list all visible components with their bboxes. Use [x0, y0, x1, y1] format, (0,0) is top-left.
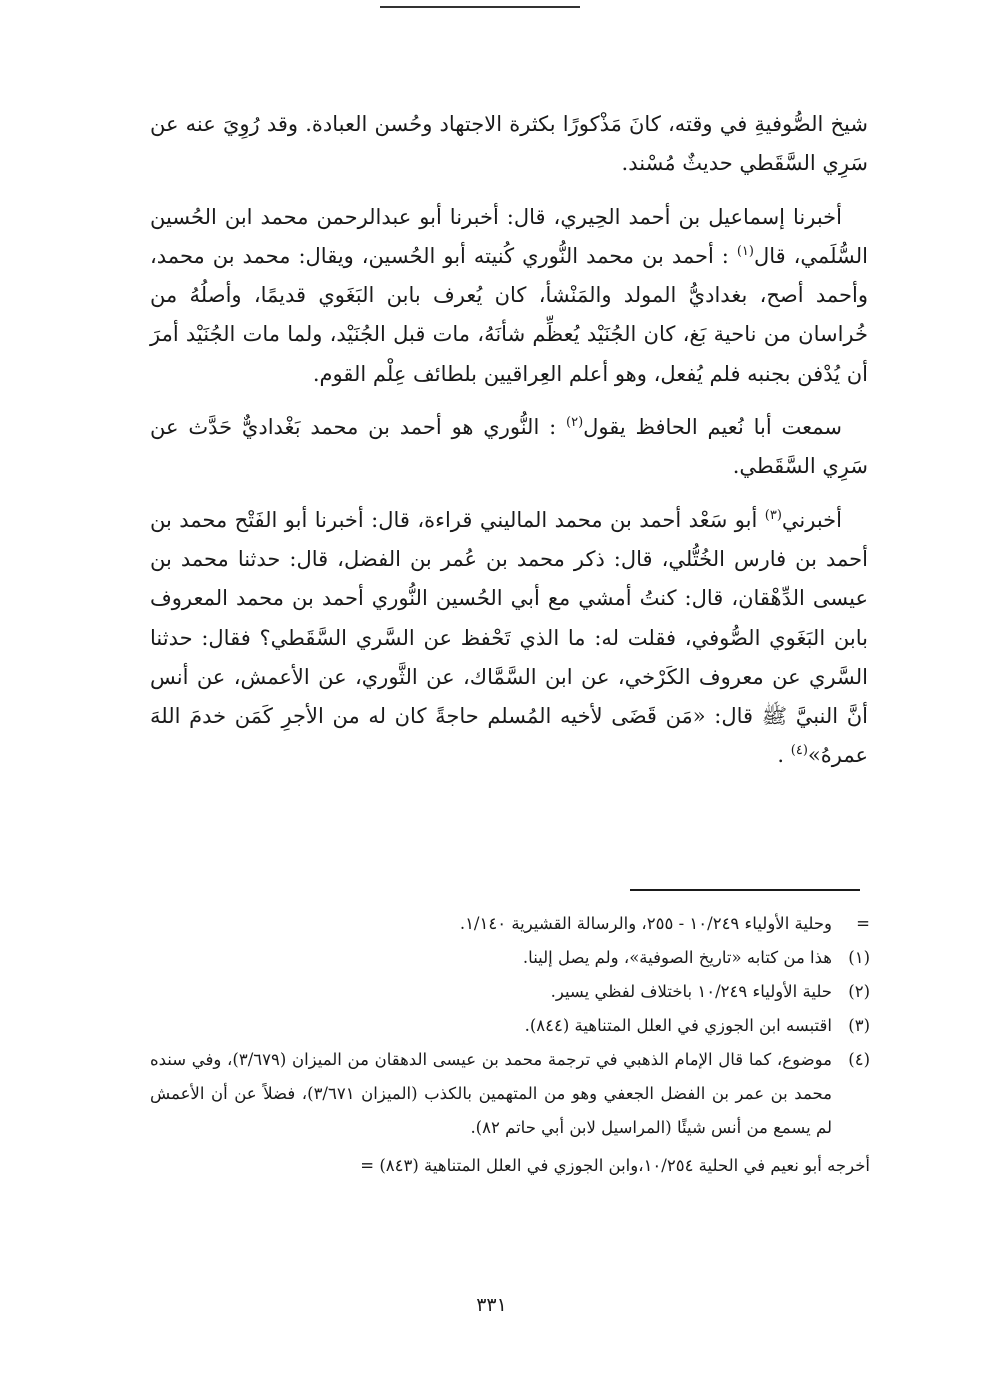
paragraph-1-text: شيخ الصُّوفيةِ في وقته، كانَ مَذْكورًا بكثرة الاجتهاد وحُسن العبادة. وقد رُوِيَ عنه عن سَرِي السَّقَطي حديثٌ مُسْند.: [150, 112, 868, 176]
paragraph-4-text: أخبرني: [781, 507, 842, 532]
footnotes: [150, 907, 870, 1183]
footnote-separator: [630, 889, 860, 891]
footnote-3: [150, 1009, 870, 1043]
paragraph-3: [150, 408, 868, 487]
footnote-ref-2[interactable]: (٢): [566, 415, 584, 431]
paragraph-1: [150, 105, 868, 184]
footnote-ref-3[interactable]: (٣): [764, 507, 782, 523]
paragraph-2-text: أخبرنا إسماعيل بن أحمد الحِيري، قال: أخبرنا أبو عبدالرحمن محمد ابن الحُسين السُّلَمي، قال: [150, 204, 868, 268]
paragraph-4-rest: أبو سَعْد أحمد بن محمد الماليني قراءة، قال: أخبرنا أبو الفَتْح محمد بن أحمد بن فارس الخُتُّلي، قال: ذكر محمد بن عُمر بن الفضل، قال: حدثنا محمد بن عيسى الدِّهْقان، قال: كنتُ أمشي مع أبي الحُسين النُّوري أحمد بن محمد المعروف بابن البَغَوي الصُّوفي، فقلت له: ما الذي تَحْفظ عن السَّري السَّقَطي؟ فقال: حدثنا السَّري عن معروف الكَرْخي، عن ابن السَّمَّاك، عن الثَّوري، عن الأعمش، عن أنس أنَّ النبيَّ ﷺ قال: «مَن قَضَى لأخيه المُسلم حاجةً كان له من الأجرِ كَمَن خدمَ اللهَ عمرهُ»: [150, 507, 868, 768]
footnote-4-mark: (٤): [848, 1050, 870, 1069]
footnote-3-text: اقتبسه ابن الجوزي في العلل المتناهية (٨٤٤).: [524, 1016, 832, 1035]
footnote-4: [150, 1043, 870, 1145]
header-rule: [380, 6, 580, 8]
footnote-ref-1[interactable]: (١): [736, 243, 754, 259]
footnote-1-mark: (١): [848, 948, 870, 967]
page-number: ٣٣١: [476, 1294, 507, 1316]
footnote-4-text: موضوع، كما قال الإمام الذهبي في ترجمة محمد بن عيسى الدهقان من الميزان (٣/٦٧٩)، وفي سنده محمد بن عمر بن الفضل الجعفي وهو من المتهمين بالكذب (الميزان ٣/٦٧١)، فضلاً عن أن الأعمش لم يسمع من أنس شيئًا (المراسيل لابن أبي حاتم ٨٢).: [150, 1050, 832, 1137]
footnote-lead-text: وحلية الأولياء ١٠/٢٤٩ - ٢٥٥، والرسالة القشيرية ١/١٤٠.: [459, 914, 832, 933]
paragraph-2: [150, 198, 868, 394]
footnote-2-mark: (٢): [848, 982, 870, 1001]
footnote-1-text: هذا من كتابه «تاريخ الصوفية»، ولم يصل إلينا.: [522, 948, 832, 967]
main-text: [150, 105, 868, 790]
footnote-continuation: أخرجه أبو نعيم في الحلية ١٠/٢٥٤،وابن الجوزي في العلل المتناهية (٨٤٣) =: [360, 1156, 870, 1175]
paragraph-2-rest: : أحمد بن محمد النُّوري كُنيته أبو الحُسين، ويقال: محمد بن محمد، وأحمد أصح، بغداديُّ المولد والمَنْشأ، كان يُعرف بابن البَغَوي قديمًا، وأصلُهُ من خُراسان من ناحية بَغ، كان الجُنَيْد يُعظِّم شأنَهُ، مات قبل الجُنَيْد، ولما مات الجُنَيْد أمرَ أن يُدْفن بجنبه فلم يُفعل، وهو أعلم العِراقيين بلطائف عِلْم القوم.: [150, 243, 868, 386]
paragraph-4-end: .: [777, 743, 791, 768]
paragraph-3-text: سمعت أبا نُعيم الحافظ يقول: [583, 415, 842, 440]
footnote-lead: [150, 907, 870, 941]
footnote-3-mark: (٣): [848, 1016, 870, 1035]
footnote-1: [150, 941, 870, 975]
footnote-2: [150, 975, 870, 1009]
paragraph-4: [150, 501, 868, 776]
footnote-2-text: حلية الأولياء ١٠/٢٤٩ باختلاف لفظي يسير.: [550, 982, 832, 1001]
footnote-ref-4[interactable]: (٤): [790, 743, 808, 759]
footnote-lead-mark: =: [856, 914, 870, 933]
paragraph-3-rest: : النُّوري هو أحمد بن محمد بَغْداديٌّ حَدَّث عن سَرِي السَّقَطي.: [150, 415, 868, 479]
